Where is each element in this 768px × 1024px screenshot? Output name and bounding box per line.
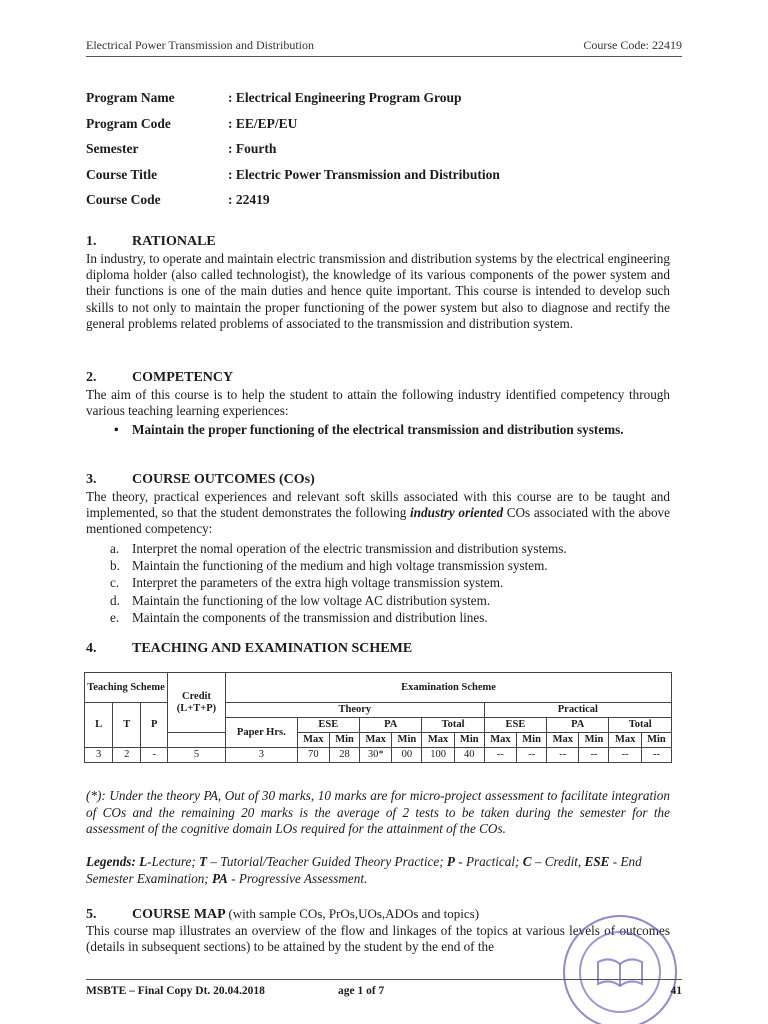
legends [86,854,670,887]
footer-rule [86,979,682,980]
legend-p-key: P [446,854,455,869]
legend-l-value: -Lecture; [147,854,196,869]
list-item-letter: d. [110,592,120,608]
section-heading-outcomes [86,472,315,488]
paper-hrs-header: Paper Hrs. [225,718,297,748]
section-number: 3. [86,472,97,487]
list-item [110,592,670,609]
course-map-text: This course map illustrates an overview of the flow and linkages of the topics at various levels of outcomes (details in subsequent sections) to be attained by the student by the end of the [86,923,670,955]
section-number: 1. [86,234,97,249]
section-heading-teaching [86,641,412,657]
info-key: Course Code [86,192,161,207]
list-item-text: Interpret the nomal operation of the electric transmission and distribution systems. [132,541,567,556]
info-value: : Electrical Engineering Program Group [228,90,462,105]
info-key: Program Code [86,115,171,131]
legend-t-value: – Tutorial/Teacher Guided Theory Practice; [210,854,444,869]
table-cell: -- [484,748,516,763]
min-header: Min [517,733,547,748]
min-header: Min [392,733,422,748]
table-row [85,733,672,748]
list-item [110,557,670,574]
col-t: T [113,703,141,748]
practical-header: Practical [484,703,671,718]
section-title: COURSE OUTCOMES (COs) [132,472,315,487]
list-item-letter: c. [110,575,120,591]
table-cell: 70 [297,748,329,763]
list-item [110,540,670,557]
outcomes-intro [86,489,670,538]
table-cell: -- [579,748,609,763]
list-item [110,574,670,591]
theory-pa-note: (*): Under the theory PA, Out of 30 marks, 10 marks are for micro-project assessment to facilitate integration of COs and the remaining 20 marks is the average of 2 tests to be taken during the semester for the assessment of the cognitive domain LOs required for the attainment of the COs. [86,788,670,836]
table-cell: 00 [392,748,422,763]
table-row [85,673,672,703]
bullet-dot: • [114,422,119,437]
section-title: COMPETENCY [132,370,234,385]
list-item-text: Maintain the functioning of the low voltage AC distribution system. [132,592,491,608]
table-cell: -- [641,748,671,763]
footer-copy-date: MSBTE – Final Copy Dt. 20.04.2018 [86,985,265,997]
info-key: Semester [86,141,139,156]
scheme-table [84,672,672,763]
info-key: Program Name [86,90,175,105]
info-value: : Fourth [228,141,277,156]
table-cell: 30* [360,748,392,763]
legend-c-value: – Credit, [534,854,582,869]
list-item [110,609,670,626]
max-header: Max [547,733,579,748]
min-header: Min [579,733,609,748]
section-title: RATIONALE [132,234,216,249]
practical-ese-header: ESE [484,718,546,733]
max-header: Max [360,733,392,748]
max-header: Max [297,733,329,748]
theory-header: Theory [225,703,484,718]
list-item-text: Maintain the functioning of the medium and high voltage transmission system. [132,558,548,574]
footer-right-number: 41 [670,985,682,997]
list-item-letter: b. [110,558,120,574]
section-heading-competency [86,370,233,386]
legend-pa-value: - Progressive Assessment. [231,870,368,886]
min-header: Min [454,733,484,748]
rationale-text: In industry, to operate and maintain electric transmission and distribution systems by the electrical engineering diploma holder (also called technologist), the knowledge of its various components of the power system and their functions is one of the main duties and hence quite important. This course is intended to develop such skills to not only to maintain the proper functioning of the power system but also to diagnose and rectify the general problems related problems of associated to the transmission and distribution system. [86,251,670,331]
list-item-letter: a. [110,541,120,556]
table-cell: 5 [167,748,225,763]
credit-header: Credit (L+T+P) [167,673,225,733]
list-item-text: Interpret the parameters of the extra high voltage transmission system. [132,575,504,591]
section-heading-course-map [86,906,479,923]
theory-ese-header: ESE [297,718,359,733]
competency-text: The aim of this course is to help the student to attain the following industry identified competency through various teaching learning experiences: [86,387,670,419]
table-cell: 40 [454,748,484,763]
legend-ese-key: ESE [584,854,610,869]
examination-scheme-header: Examination Scheme [225,673,671,703]
competency-bullet [114,422,670,439]
min-header: Min [641,733,671,748]
col-l: L [85,703,113,748]
teaching-scheme-header: Teaching Scheme [85,673,168,703]
legends-label: Legends: [86,854,136,869]
col-p: P [141,703,168,748]
info-value: : 22419 [228,192,270,207]
table-cell: 28 [330,748,360,763]
legend-c-key: C [522,854,532,869]
section-number: 4. [86,641,97,656]
table-cell: 3 [85,748,113,763]
practical-total-header: Total [609,718,672,733]
max-header: Max [609,733,641,748]
min-header: Min [330,733,360,748]
section-subtitle: (with sample COs, PrOs,UOs,ADOs and topics) [228,906,480,921]
info-value: : EE/EP/EU [228,115,298,131]
page-number: age 1 of 7 [338,985,385,997]
credit-spacer [167,733,225,748]
legend-ese-value: - End Semester Examination; [86,854,642,886]
table-cell: -- [517,748,547,763]
table-cell: -- [547,748,579,763]
section-title: TEACHING AND EXAMINATION SCHEME [132,641,413,656]
header-rule [86,56,682,57]
theory-pa-header: PA [360,718,422,733]
list-item-text: Maintain the components of the transmission and distribution lines. [132,609,488,625]
legend-t-key: T [199,854,208,869]
section-title: COURSE MAP [132,907,225,922]
legend-p-value: - Practical; [458,854,520,869]
section-number: 5. [86,907,97,922]
table-cell: 2 [113,748,141,763]
theory-total-header: Total [422,718,484,733]
table-cell: -- [609,748,641,763]
max-header: Max [422,733,454,748]
header-course-name: Electrical Power Transmission and Distribution [86,38,314,52]
legend-l-key: L [139,854,148,869]
outcomes-intro-start: The theory, practical experiences and relevant soft skills associated with this course are to be taught and implemented, so that the student demonstrates the following [86,489,670,521]
header-course-code: Course Code: 22419 [583,38,682,52]
list-item-letter: e. [110,609,120,625]
legend-pa-key: PA [211,870,228,886]
table-cell: 100 [422,748,454,763]
institution-stamp-icon [520,912,700,1024]
info-key: Course Title [86,166,158,182]
info-value: : Electric Power Transmission and Distribution [228,166,500,182]
outcomes-intro-end: COs associated with the above mentioned competency: [86,505,670,537]
table-cell: - [141,748,168,763]
section-heading-rationale [86,234,216,250]
outcomes-emphasis: industry oriented [410,505,504,521]
table-cell: 3 [225,748,297,763]
practical-pa-header: PA [547,718,609,733]
competency-statement: Maintain the proper functioning of the electrical transmission and distribution systems. [132,422,624,437]
section-number: 2. [86,370,97,385]
outcomes-list [110,540,670,626]
max-header: Max [484,733,516,748]
table-row [85,748,672,763]
